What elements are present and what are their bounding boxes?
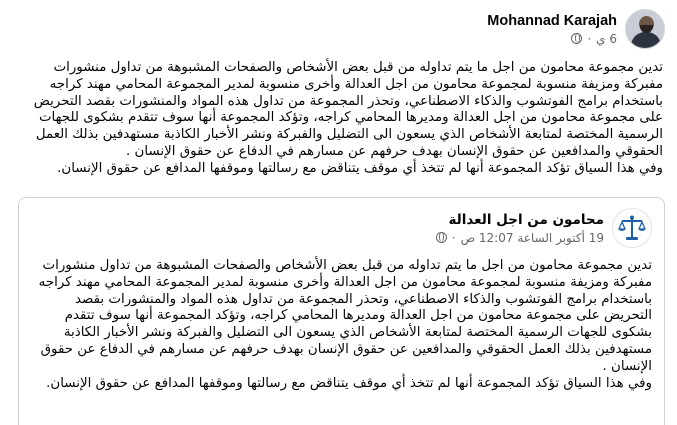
author-avatar[interactable] — [625, 9, 665, 49]
globe-icon[interactable] — [436, 232, 447, 243]
meta-separator: · — [587, 31, 592, 46]
shared-post-time[interactable]: 19 أكتوبر الساعة 12:07 ص — [460, 230, 604, 245]
post-header — [487, 6, 665, 52]
author-meta — [487, 13, 617, 46]
post-body-text: تدين مجموعة محامون من اجل ما يتم تداوله من قبل بعض الأشخاص والصفحات المشبوهة من تداول منشورات مفبركة ومزيفة منسوبة لمجموعة محامون من اجل العدالة وأخرى منسوبة لمدير المجموعة المحامي مهند كراجه باستخدام برامج الفوتشوب والذكاء الاصطناعي، وتحذر المجموعة من تداول هذه المواد والمنشورات بقصد التحريض على مجموعة محامون من اجل العدالة ومديرها المحامي كراجه، وتؤكد المجموعة أنها سوف تتقدم بشكوى للجهات الرسمية المختصة لمتابعة الأشخاص الذي يسعون الى التضليل والفبركة ونشر الأخبار الكاذبة مستهدفين بذلك العمل الحقوقي والمدافعين عن حقوق الإنسان بهدف حرفهم عن مسارهم في الدفاع عن حقوق الإنسان . وفي هذا السياق تؤكد المجموعة أنها لم تتخذ أي موقف يتناقض مع رسالتها وموقفها المدافع عن حقوق الإنسان. — [33, 60, 663, 176]
shared-post-text: تدين مجموعة محامون من اجل ما يتم تداوله من قبل بعض الأشخاص والصفحات المشبوهة من تداول منشورات مفبركة ومزيفة منسوبة لمجموعة محامون من اجل العدالة وأخرى منسوبة لمدير المجموعة المحامي مهند كراجه باستخدام برامج الفوتشوب والذكاء الاصطناعي، وتحذر المجموعة من تداول هذه المواد والمنشورات بقصد التحريض على مجموعة محامون من اجل العدالة ومديرها المحامي كراجه، وتؤكد المجموعة أنها سوف تتقدم بشكوى للجهات الرسمية المختصة لمتابعة الأشخاص الذي يسعون الى التضليل والفبركة ونشر الأخبار الكاذبة مستهدفين بذلك العمل الحقوقي والمدافعين عن حقوق الإنسان بهدف حرفهم عن مسارهم في الدفاع عن حقوق الإنسان . وفي هذا السياق تؤكد المجموعة أنها لم تتخذ أي موقف يتناقض مع رسالتها وموقفها المدافع عن حقوق الإنسان. — [38, 258, 652, 391]
author-name[interactable]: Mohannad Karajah — [487, 12, 617, 29]
globe-icon[interactable] — [571, 33, 582, 44]
post-time[interactable]: 6 ي — [596, 31, 617, 46]
meta-separator: · — [451, 230, 456, 245]
shared-page-meta — [436, 212, 604, 245]
shared-meta-row — [436, 231, 604, 245]
scales-of-justice-logo — [617, 213, 647, 243]
page-logo[interactable] — [612, 208, 652, 248]
shared-post-card[interactable] — [18, 197, 665, 425]
shared-page-name[interactable]: محامون من اجل العدالة — [448, 211, 604, 228]
shared-post-header — [436, 208, 652, 248]
post-meta-row — [487, 32, 617, 46]
